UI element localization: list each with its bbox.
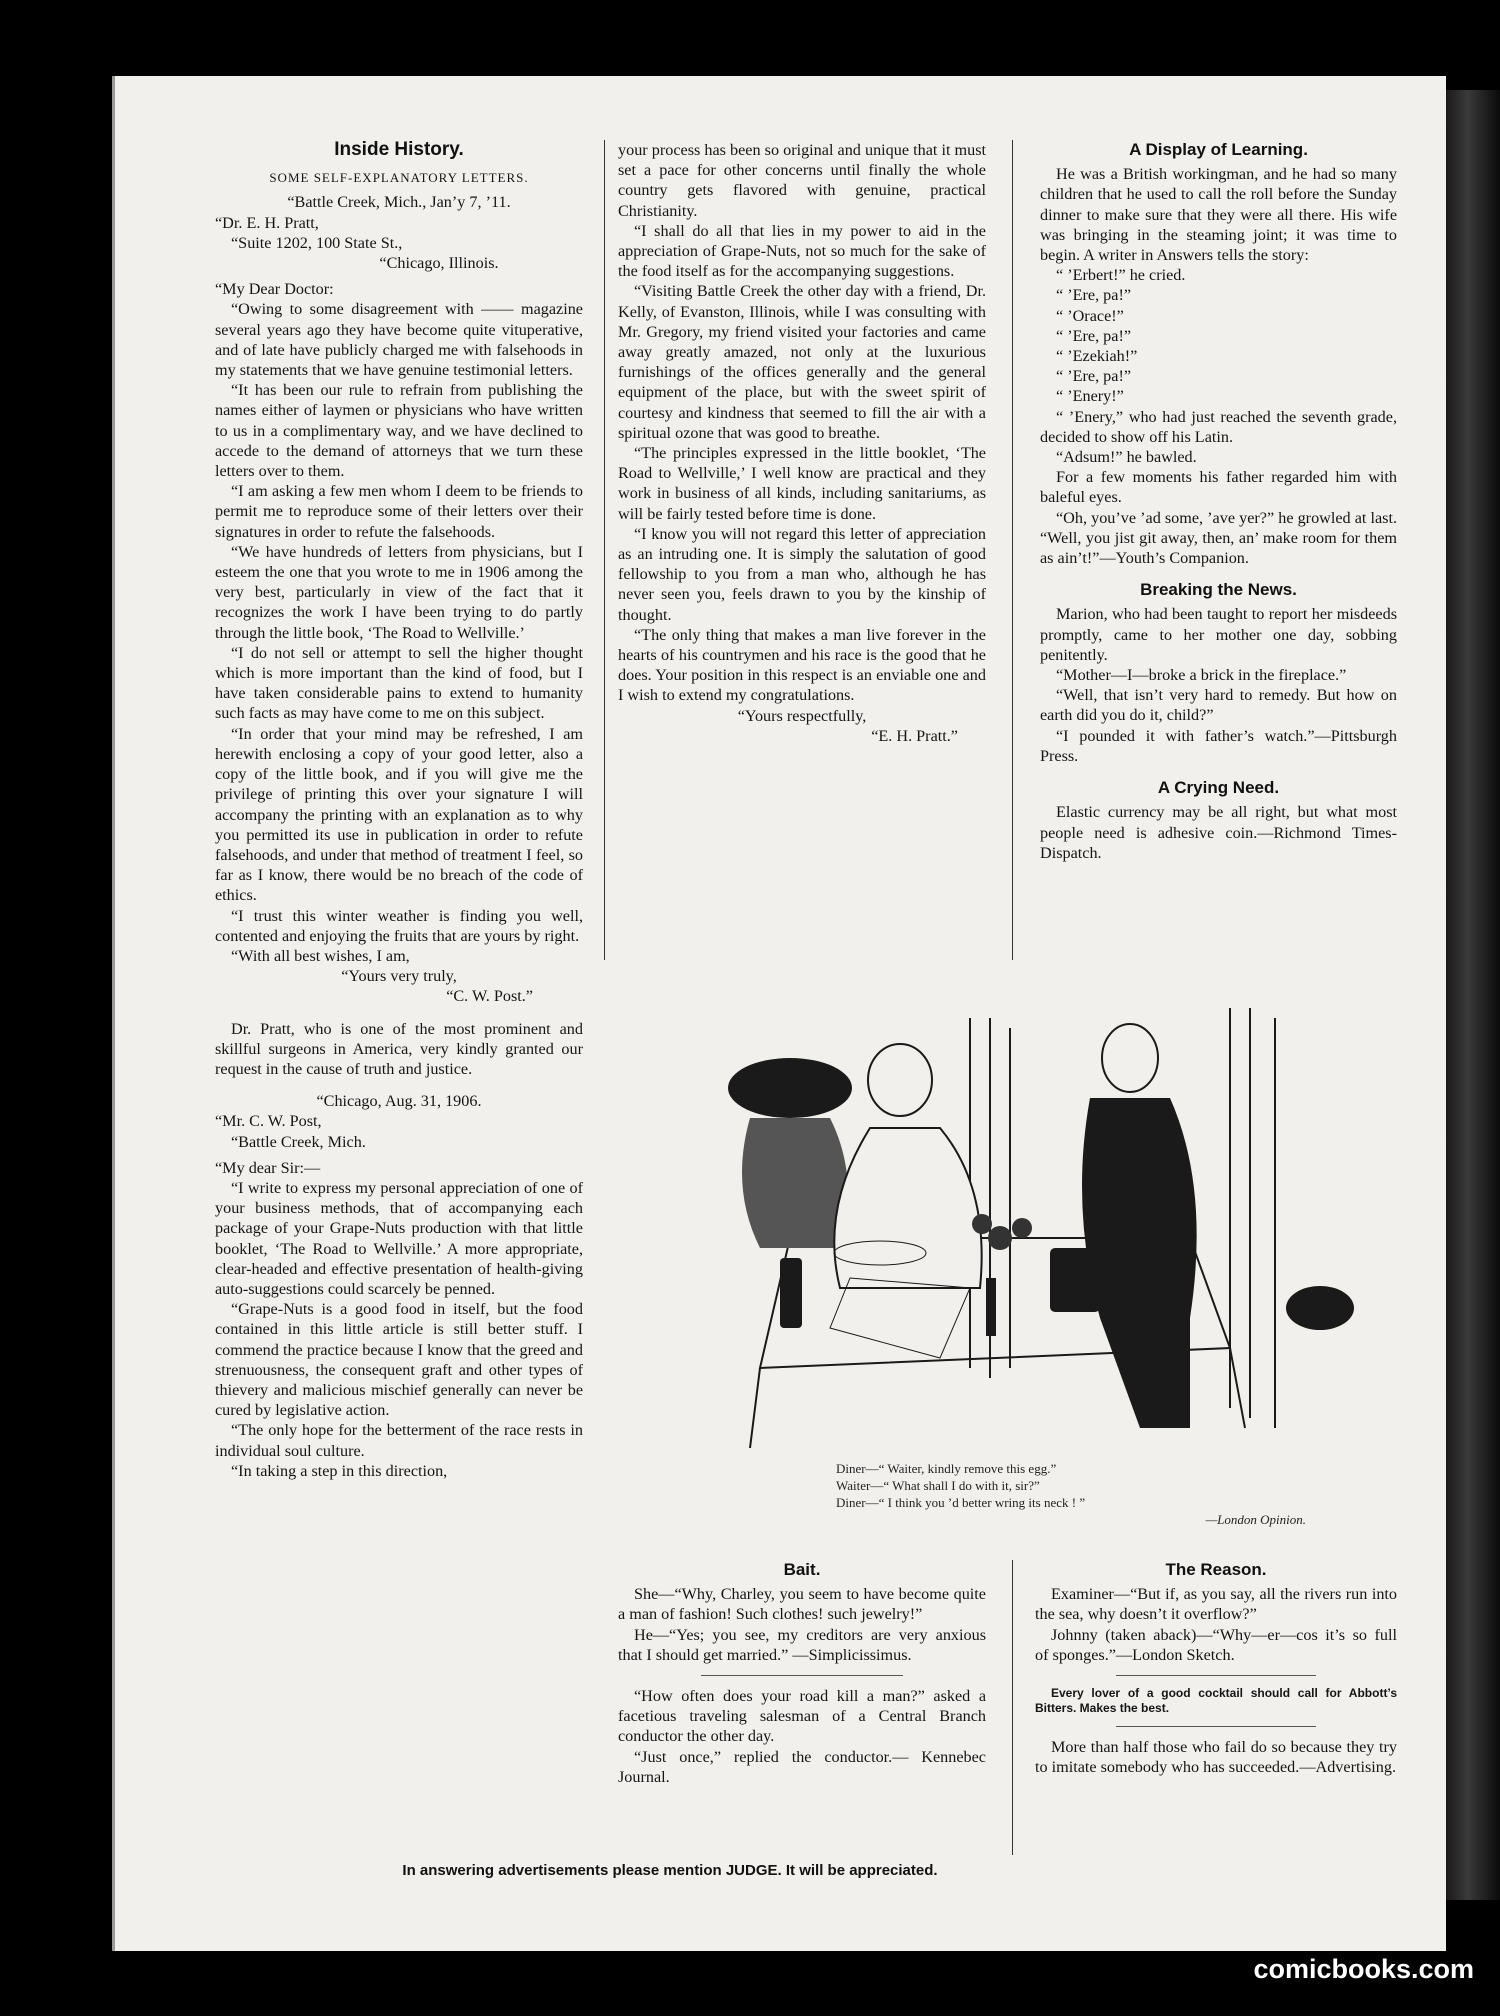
dialogue-line: “ ’Enery!” (1056, 387, 1124, 406)
column-letter-continued (618, 140, 986, 746)
caption-source: —London Opinion. (1205, 1512, 1306, 1527)
dialogue-line: “ ’Erbert!” he cried. (1056, 266, 1186, 285)
paragraph: “I do not sell or attempt to sell the higher thought which is more important than the kind of food, but I have taken considerable pains to extend to humanity such facts as may have come to me on this subject. (215, 643, 583, 723)
paragraph: Marion, who had been taught to report her misdeeds promptly, came to her mother one day, sobbing penitently. (1040, 605, 1397, 664)
paragraph: “The principles expressed in the little booklet, ‘The Road to Wellville,’ I well know are practical and they work in business of all kinds, including sanitariums, as will be fairly tested before time is done. (618, 444, 986, 523)
dialogue-line: “Well, that isn’t very hard to remedy. But how on earth did you do it, child?” (1040, 686, 1397, 725)
paragraph: “In order that your mind may be refreshed, I am herewith enclosing a copy of your good letter, also a copy of the little book, and if you will give me the privilege of printing this over your signature I will accompany the printing with an explanation as to why you permitted its use in publication in order to refute falsehoods, and under that method of treatment I feel, so far as I know, there would be no breach of the code of ethics. (215, 724, 583, 905)
letter-dateline: “Battle Creek, Mich., Jan’y 7, ’11. (287, 193, 511, 212)
crying-need-title: A Crying Need. (1157, 778, 1280, 798)
dialogue-line: Examiner—“But if, as you say, all the rivers run into the sea, why doesn’t it overflow?” (1035, 1585, 1397, 1624)
advertisement-notice: Every lover of a good cocktail should call for Abbott’s Bitters. Makes the best. (1035, 1686, 1397, 1716)
restaurant-cartoon-illustration (670, 988, 1370, 1448)
letter-address: “Suite 1202, 100 State St., (231, 233, 403, 252)
paragraph: “It has been our rule to refrain from publishing the names either of laymen or physicians who have written to us in a complimentary way, and we have declined to accede to the demand of attorneys that we turn these letters over to them. (215, 381, 583, 481)
letter-closing: “Yours very truly, (341, 967, 457, 986)
column-inside-history (215, 140, 583, 1481)
paragraph: “I trust this winter weather is finding you well, contented and enjoying the fruits that are yours by right. (215, 906, 583, 945)
section-rule (1116, 1675, 1315, 1676)
letter-address: “Mr. C. W. Post, (215, 1112, 322, 1131)
dialogue-line: “ ’Ere, pa!” (1056, 367, 1132, 386)
dialogue-line: Johnny (taken aback)—“Why—er—cos it’s so full of sponges.”—London Sketch. (1035, 1625, 1397, 1664)
paragraph: “Just once,” replied the conductor.— Kennebec Journal. (618, 1747, 986, 1786)
paragraph: “I shall do all that lies in my power to aid in the appreciation of Grape-Nuts, not so much for the sake of the food itself as for the accompanying suggestions. (618, 221, 986, 281)
letter-address: “Battle Creek, Mich. (231, 1132, 366, 1151)
display-of-learning-title: A Display of Learning. (1129, 140, 1308, 159)
letter-salutation: “My Dear Doctor: (215, 280, 334, 299)
paragraph: “I write to express my personal appreciation of one of your business methods, that of accompanying each package of your Grape-Nuts production with that little booklet, ‘The Road to Wellville.’ A more appropriate, clear-headed and effective presentation of health-giving auto-suggestions could scarcely be penned. (215, 1178, 583, 1298)
dialogue-line: She—“Why, Charley, you seem to have become quite a man of fashion! Such clothes! such jewelry!” (618, 1585, 986, 1624)
paragraph: “Owing to some disagreement with —— magazine several years ago they have become quite vituperative, and of late have publicly charged me with falsehoods in my statements that we have genuine testimonial letters. (215, 300, 583, 380)
column-bait (618, 1560, 986, 1787)
paragraph: “We have hundreds of letters from physicians, but I esteem the one that you wrote to me in 1906 among the very best, particularly in view of the fact that it recognizes the work I have been trying to do partly through the little book, ‘The Road to Wellville.’ (215, 542, 583, 642)
column-the-reason (1035, 1560, 1397, 1777)
letter-closing: “Yours respectfully, (737, 706, 867, 725)
letter-signature: “C. W. Post.” (446, 987, 533, 1006)
paragraph: “Oh, you’ve ’ad some, ’ave yer?” he growled at last. “Well, you jist git away, then, an’ make room for them as ain’t!”—Youth’s Companion. (1040, 508, 1397, 568)
column-divider (1012, 140, 1013, 960)
paragraph: your process has been so original and unique that it must set a pace for other concerns until finally the whole country gets flavored with genuine, practical Christianity. (618, 141, 986, 220)
book-spine (1446, 90, 1500, 1900)
paragraph: Dr. Pratt, who is one of the most prominent and skillful surgeons in America, very kindly granted our request in the cause of truth and justice. (215, 1019, 583, 1078)
paragraph: He was a British workingman, and he had so many children that he used to call the roll before the Sunday dinner to make sure that they were all there. His wife was bringing in the steaming joint; it was time to begin. A writer in Answers tells the story: (1040, 165, 1397, 265)
letter-address: “Dr. E. H. Pratt, (215, 213, 319, 232)
paragraph: “In taking a step in this direction, (231, 1461, 448, 1480)
section-rule (701, 1675, 903, 1676)
dialogue-line: “ ’Orace!” (1056, 306, 1124, 325)
paragraph: “Visiting Battle Creek the other day with a friend, Dr. Kelly, of Evanston, Illinois, while I was consulting with Mr. Gregory, my friend visited your factories and came away greatly amazed, not only at the luxurious furnishings of the offices generally and the general equipment of the place, but with the sweet spirit of courtesy and kindness that seemed to fill the air with a spiritual ozone that was good to breathe. (618, 282, 986, 442)
paragraph: Elastic currency may be all right, but what most people need is adhesive coin.—Richmond Times-Dispatch. (1040, 803, 1397, 862)
page-footer-notice: In answering advertisements please mention JUDGE. It will be appreciated. (402, 1862, 938, 1879)
column-anecdotes (1040, 140, 1397, 863)
letter-dateline: “Chicago, Aug. 31, 1906. (316, 1092, 482, 1111)
paragraph: “The only thing that makes a man live forever in the hearts of his countrymen and his race is the good that he does. Your position in this respect is an enviable one and I wish to extend my congratulations. (618, 625, 986, 705)
letter-address: “Chicago, Illinois. (379, 254, 499, 273)
article-subtitle: SOME SELF-EXPLANATORY LETTERS. (269, 170, 529, 186)
dialogue-line: “ ’Ezekiah!” (1056, 347, 1138, 366)
paragraph: “Grape-Nuts is a good food in itself, but the food contained in this little article is still better stuff. I commend the practice because I know that the greed and strenuousness, the consequent graft and other types of thievery and malicious mischief generally can never be cured by legislative action. (215, 1300, 583, 1420)
dialogue-line: He—“Yes; you see, my creditors are very anxious that I should get married.” —Simplicissimus. (618, 1625, 986, 1664)
paragraph: “I know you will not regard this letter of appreciation as an intruding one. It is simply the salutation of good fellowship to you from a man who, although he has never seen you, feels drawn to you by the kinship of thought. (618, 524, 986, 624)
watermark: comicbooks.com (1253, 1954, 1474, 1984)
dialogue-line: “ ’Ere, pa!” (1056, 326, 1132, 345)
paragraph: “The only hope for the betterment of the race rests in individual soul culture. (215, 1421, 583, 1460)
dialogue-line: “Adsum!” he bawled. (1056, 448, 1197, 467)
paragraph: For a few moments his father regarded him with baleful eyes. (1040, 468, 1397, 507)
letter-closing: “With all best wishes, I am, (231, 946, 410, 965)
paragraph: “How often does your road kill a man?” asked a facetious traveling salesman of a Central Branch conductor the other day. (618, 1687, 986, 1746)
dialogue-line: “I pounded it with father’s watch.”—Pittsburgh Press. (1040, 726, 1397, 765)
paragraph: “ ’Enery,” who had just reached the seventh grade, decided to show off his Latin. (1040, 407, 1397, 446)
letter-salutation: “My dear Sir:— (215, 1158, 321, 1177)
paragraph: “I am asking a few men whom I deem to be friends to permit me to reproduce some of their letters over their signatures in order to refute the falsehoods. (215, 482, 583, 541)
column-divider (604, 140, 605, 960)
caption-line: Diner—“ Waiter, kindly remove this egg.” (836, 1461, 1057, 1476)
bait-title: Bait. (783, 1560, 821, 1579)
caption-line: Waiter—“ What shall I do with it, sir?” (836, 1478, 1040, 1493)
letter-signature: “E. H. Pratt.” (871, 726, 958, 745)
column-divider (1012, 1560, 1013, 1855)
paragraph: More than half those who fail do so because they try to imitate somebody who has succeeded.—Advertising. (1035, 1738, 1397, 1777)
cartoon-caption (836, 1460, 1306, 1528)
section-rule (1116, 1726, 1315, 1727)
dialogue-line: “Mother—I—broke a brick in the fireplace.” (1056, 666, 1347, 685)
article-title: Inside History. (334, 139, 464, 160)
dialogue-line: “ ’Ere, pa!” (1056, 286, 1132, 305)
breaking-the-news-title: Breaking the News. (1140, 580, 1297, 600)
caption-line: Diner—“ I think you ’d better wring its neck ! ” (836, 1495, 1086, 1510)
the-reason-title: The Reason. (1165, 1560, 1267, 1579)
